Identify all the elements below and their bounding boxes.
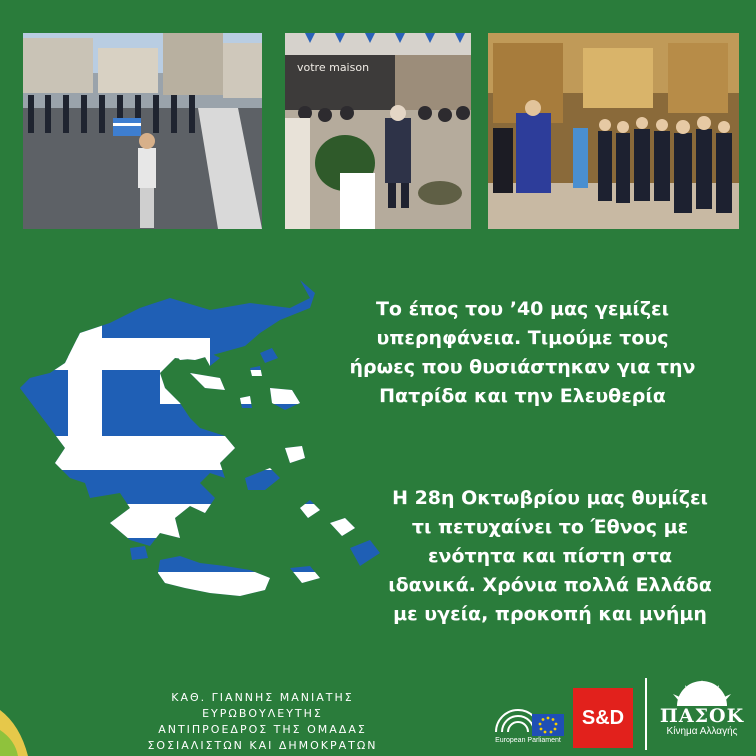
- message-line: Πατρίδα και την Ελευθερία: [379, 385, 666, 407]
- greece-flag-map: [10, 278, 385, 633]
- church-photo: [488, 33, 739, 229]
- european-parliament-label: European Parliament: [495, 737, 561, 744]
- message-line: ενότητα και πίστη στα: [427, 545, 673, 567]
- message-line: ιδανικά. Χρόνια πολλά Ελλάδα: [388, 574, 712, 596]
- shop-sign: votre maison: [297, 61, 370, 74]
- sd-logo: S&D: [573, 688, 633, 748]
- message-line: ήρωες που θυσιάστηκαν για την: [349, 356, 696, 378]
- parade-photo: [23, 33, 262, 229]
- leaf-decoration: [0, 690, 40, 756]
- message-paragraph-2: [375, 484, 725, 629]
- message-line: υπερηφάνεια. Τιμούμε τους: [376, 327, 669, 349]
- pasok-subtitle: Κίνημα Αλλαγής: [666, 726, 738, 737]
- signature-block: [125, 690, 400, 754]
- pasok-logo: [654, 680, 750, 752]
- sun-icon: [667, 680, 737, 706]
- message-line: τι πετυχαίνει το Έθνος με: [411, 516, 689, 538]
- message-line: Το έπος του ’40 μας γεμίζει: [375, 298, 670, 320]
- message-line: με υγεία, προκοπή και μνήμη: [393, 603, 707, 625]
- signature-line: ΣΟΣΙΑΛΙΣΤΩΝ ΚΑΙ ΔΗΜΟΚΡΑΤΩΝ: [147, 739, 378, 752]
- message-line: Η 28η Οκτωβρίου μας θυμίζει: [392, 487, 708, 509]
- signature-line: ΚΑΘ. ΓΙΑΝΝΗΣ ΜΑΝΙΑΤΗΣ: [171, 691, 354, 704]
- signature-line: ΕΥΡΩΒΟΥΛΕΥΤΗΣ: [202, 707, 323, 720]
- signature-line: ΑΝΤΙΠΡΟΕΔΡΟΣ ΤΗΣ ΟΜΑΔΑΣ: [158, 723, 367, 736]
- wreath-photo: [285, 33, 471, 229]
- pasok-name: ΠΑΣΟΚ: [659, 705, 745, 727]
- logo-divider: [645, 678, 647, 750]
- message-paragraph-1: [330, 295, 715, 411]
